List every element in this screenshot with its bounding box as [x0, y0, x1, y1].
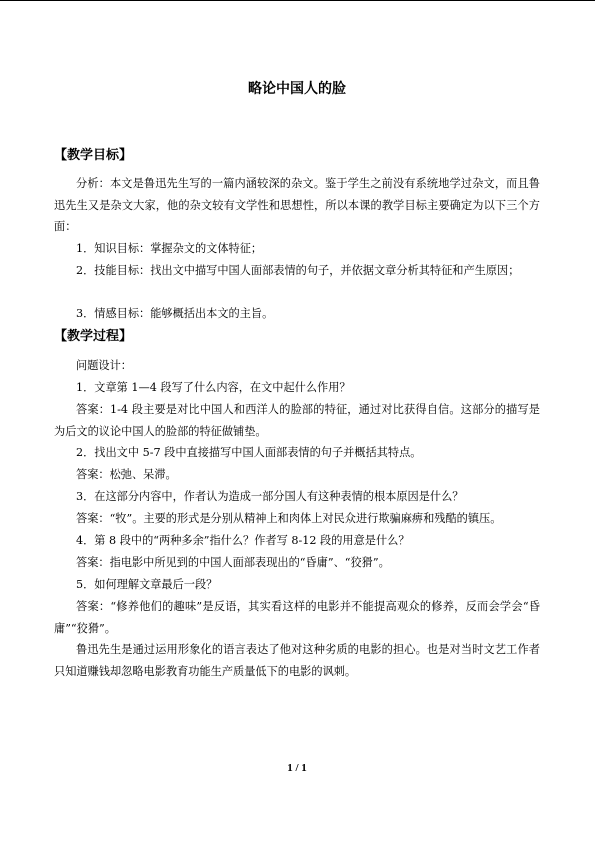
document-title: 略论中国人的脸 — [248, 81, 346, 97]
process-intro: 问题设计： — [76, 359, 132, 372]
question-2: 2．找出文中 5-7 段中直接描写中国人面部表情的句子并概括其特点。 — [76, 446, 422, 459]
answer-3: 答案：“牧”。主要的形式是分别从精神上和肉体上对民众进行欺骗麻痹和残酷的镇压。 — [76, 512, 502, 525]
section-heading-process: 【教学过程】 — [54, 329, 133, 344]
top-border-line — [0, 0, 595, 1]
objectives-item-3: 3．情感目标：能够概括出本文的主旨。 — [76, 307, 274, 320]
conclusion-paragraph: 鲁迅先生是通过运用形象化的语言表达了他对这种劣质的电影的担心。也是对当时文艺工作者只知道赚钱却忽略电影教育功能生产质量低下的电影的讽刺。 — [54, 643, 540, 678]
answer-1: 答案：1-4 段主要是对比中国人和西洋人的脸部的特征，通过对比获得自信。这部分的描写是为后文的议论中国人的脸部的特征做铺垫。 — [54, 403, 540, 438]
question-3: 3．在这部分内容中，作者认为造成一部分国人有这种表情的根本原因是什么？ — [76, 490, 464, 503]
question-5: 5．如何理解文章最后一段？ — [76, 578, 218, 591]
section-heading-objectives: 【教学目标】 — [54, 148, 133, 163]
objectives-item-1: 1．知识目标：掌握杂文的文体特征； — [76, 242, 263, 255]
answer-5: 答案：“修养他们的趣味”是反语，其实看这样的电影并不能提高观众的修养，反而会学会“昏庸”“狡猾”。 — [54, 600, 540, 635]
answer-4: 答案：指电影中所见到的中国人面部表现出的“昏庸”、“狡猾”。 — [76, 556, 390, 569]
objectives-item-2: 2．技能目标：找出文中描写中国人面部表情的句子，并依据文章分析其特征和产生原因； — [76, 264, 520, 277]
question-4: 4．第 8 段中的“两种多余”指什么？作者写 8-12 段的用意是什么？ — [76, 534, 410, 547]
page-number: 1 / 1 — [287, 762, 307, 774]
question-1: 1．文章第 1—4 段写了什么内容，在文中起什么作用？ — [76, 381, 351, 394]
answer-2: 答案：松弛、呆滞。 — [76, 468, 177, 481]
objectives-analysis-paragraph: 分析：本文是鲁迅先生写的一篇内涵较深的杂文。鉴于学生之前没有系统地学过杂文，而且鲁迅先生又是杂文大家，他的杂文较有文学性和思想性，所以本课的教学目标主要确定为以下三个方面： — [54, 177, 540, 233]
